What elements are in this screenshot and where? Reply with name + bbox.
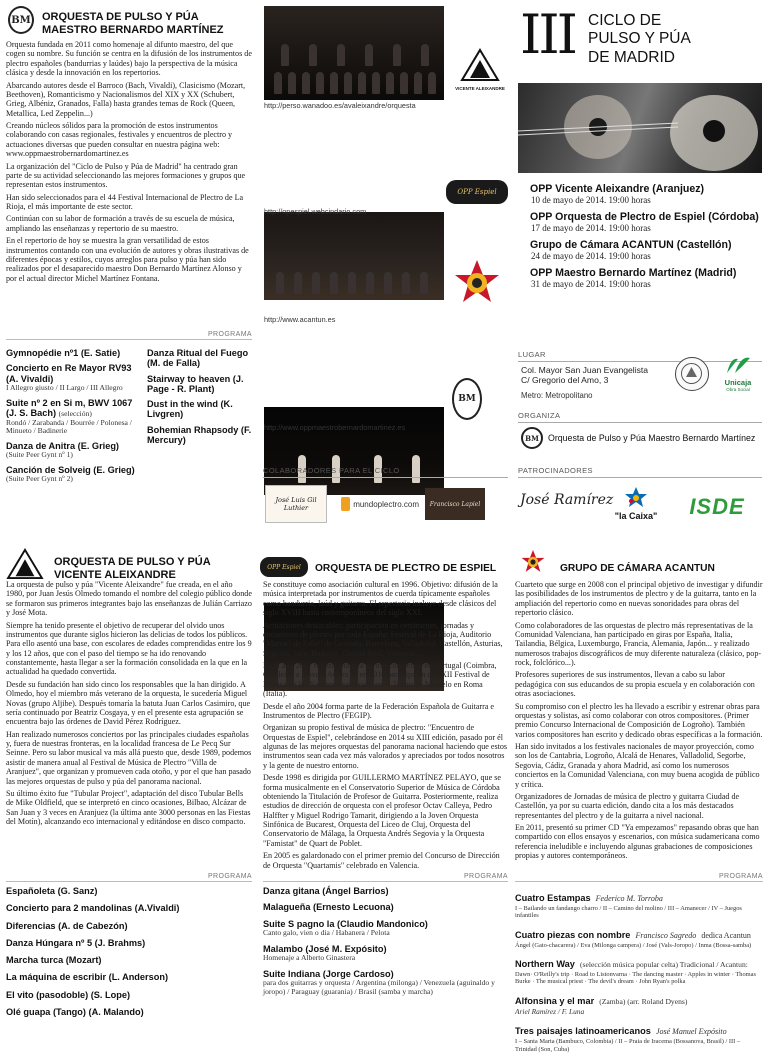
bm-description — [6, 40, 252, 286]
espiel-paragraph: Desde 1998 es dirigida por GUILLERMO MARTÍNEZ PELAYO, que se forma musicalmente en el Conservatorio Superior de Música de Córdoba obteniendo la Titulación de Profesor de Guitarra. Posteriormente, realiza estudios de dirección de orquesta con el profesor Octav Calleya, Pedro Halffter y Miguel Rodrigo Tamarit, dirigiendo a la Joven Orquesta Sinfónica de Bucarest, Orquesta del Liceo de Cluj, Orquesta del Conservatorio de Málaga, la Orquesta Andrés Segovia y la Orquesta "Famistat" de Quart de Poblet. — [263, 773, 501, 848]
acantun-url[interactable]: http://www.acantun.es — [264, 315, 336, 324]
program-item-title: Gymnopédie nº1 (E. Satie) — [6, 348, 121, 358]
program-item-title: Concierto en Re Mayor RV93 (A. Vivaldi) — [6, 363, 132, 384]
bm-url[interactable]: http://www.oppmaestrobernardomartinez.es — [264, 423, 406, 432]
aleixandre-small-logo — [6, 548, 46, 582]
concert-date: 10 de mayo de 2014. 19:00 horas — [531, 195, 651, 205]
concert-item — [530, 183, 764, 205]
program-item-title: Danza Ritual del Fuego (M. de Falla) — [147, 348, 249, 369]
bm-paragraph: En el repertorio de hoy se muestra la gran versatilidad de estos instrumentos contando con una evolución de autores y obras ilustrativas de diferentes épocas y estilos, cuyos arreglos para pulso y púa han sido realizados por el desaparecido maestro Don Bernardo Martínez Alonso y por el actual director Michel Martínez Fontana. — [6, 236, 249, 283]
bm-title — [42, 11, 252, 37]
unicaja-logo — [718, 355, 758, 392]
acantun-photo — [264, 407, 444, 495]
program-item-title: Danza gitana (Ángel Barrios) — [263, 886, 389, 896]
bm-program-right — [147, 348, 253, 450]
bm-logo-large-text: BM — [458, 394, 476, 404]
espiel-description — [263, 580, 508, 873]
acantun-small-logo — [520, 549, 546, 575]
aleixandre-logo-caption: VICENTE ALEIXANDRE — [455, 86, 505, 91]
ciclo-title-line: CICLO DE — [588, 12, 662, 29]
acantun-paragraph: Han sido invitados a los festivales nacionales de mayor proyección, como son los de Cantabria, Logroño, Alcalá de Henares, Valladolid, Segorbe, Segovia, Cádiz, Granada y ahora Madrid, así como los numerosos conciertos en la Comunidad Valenciana, con muy buena acogida de público y crítica. — [515, 742, 760, 789]
bm-logo — [8, 6, 34, 34]
ciclo-title — [588, 12, 691, 67]
program-item — [6, 348, 144, 358]
program-item — [515, 1019, 763, 1053]
colaborador-name: José Luis Gil Luthier — [275, 496, 317, 512]
program-item — [6, 441, 144, 460]
espiel-logo-text: OPP Espiel — [457, 188, 497, 196]
espiel-paragraph: En 2005 es galardonado con el primer premio del Concurso de Dirección de Orquesta "Quartamis" celebrado en Valencia. — [263, 851, 500, 870]
acantun-description — [515, 580, 763, 864]
espiel-paragraph: En el año 2007 realiza una gira de tres conciertos en Portugal (Coimbra, Condeixa a Nova y Aveiro) y en 2010 participa en el XXII Festival de Música de las Naciones celebrado en el Teatro de Marcelo en Roma (Italia). — [263, 661, 497, 699]
concert-list — [530, 183, 764, 289]
bm-program-left — [6, 348, 144, 489]
acantun-small-logo-icon — [520, 549, 546, 575]
espiel-small-logo — [260, 557, 308, 577]
espiel-program — [263, 886, 508, 996]
aleixandre-logo-icon — [460, 48, 500, 82]
program-item-title: Españoleta (G. Sanz) — [6, 886, 98, 896]
aleixandre-title-line: ORQUESTA DE PULSO Y PÚA — [54, 556, 211, 568]
mundoplectro-icon — [341, 497, 350, 511]
program-item — [263, 944, 508, 963]
acantun-logo — [452, 258, 502, 308]
program-item-title: Marcha turca (Mozart) — [6, 955, 102, 966]
acantun-paragraph: En 2011, presentó su primer CD "Ya empezamos" repasando obras que han compartido con ellos ensayos y escenarios, con música sudamericana como referencia ineludible e incluyendo algunas grabaciones de composiciones propias y autores contemporáneos. — [515, 823, 760, 861]
ciclo-title-line: DE MADRID — [588, 48, 675, 66]
patrocinador-ramirez: José Ramírez — [520, 492, 614, 508]
aleixandre-description — [6, 580, 252, 829]
acantun-programa-label: PROGRAMA — [515, 873, 763, 882]
program-item-title: Malambo (José M. Expósito) — [263, 943, 387, 954]
bm-logo-large — [452, 378, 482, 420]
bm-paragraph: Orquesta fundada en 2011 como homenaje al difunto maestro, del que cogen su nombre. Su función se centra en la difusión de los instrumentos de plectro españoles (bandurrias y laúdes) bajo la perspectiva de la música clásica y desde la innovación en los repertorios. — [6, 40, 252, 78]
program-item-sub: (Suite Peer Gynt nº 2) — [6, 474, 73, 484]
program-item-note: (selección música popular celta) Tradicional / Acantun: — [580, 960, 748, 970]
program-item — [263, 919, 508, 938]
colaborador-logo — [341, 493, 419, 515]
bm-paragraph: La organización del "Ciclo de Pulso y Púa de Madrid" ha centrado gran parte de su actividad seleccionando las mejores formaciones y grupos que representan estos instrumentos. — [6, 161, 246, 190]
program-item-title: Tres paisajes latinoamericanos — [515, 1026, 651, 1037]
colaborador-logo — [425, 488, 485, 520]
acantun-paragraph: Su compromiso con el plectro les ha llevado a escribir y estrenar obras para orquestas y solistas, así como colaborar con otros compositores. (Primer premio Concurso Internacional de Composición de Logroño). También varios compositores han escrito y dedicado obras específicas a la formación. — [515, 701, 763, 739]
organiza-label: ORGANIZA — [518, 411, 762, 423]
program-item-sub: Ángel (Gato-chacarera) / Eva (Milonga campera) / José (Vals-Joropo) / Inma (Bossa-samba) — [515, 941, 752, 949]
program-item-title: Danza Húngara nº 5 (J. Brahms) — [6, 937, 146, 948]
colaboradores-label: COLABORADORES PARA EL CICLO — [263, 466, 508, 478]
acantun-paragraph: Profesores superiores de sus instrumentos, llevan a cabo su labor pedagógica con sus educandos de su propia escuela y en colaboración con otras asociaciones. — [515, 670, 755, 699]
patrocinadores-label: PATROCINADORES — [518, 466, 762, 478]
guitar-photo — [518, 83, 762, 173]
espiel-paragraph: Se constituye como asociación cultural en 1996. Objetivo: difusión de la música interpretada por instrumentos de cuerda típicamente españoles como bandurria, laúd y guitarra. El repertorio incluye desde clásicos del siglo XVIII hasta contemporáneos del siglo XXI. — [263, 580, 498, 618]
program-item-note: dedica Acantun — [701, 930, 751, 940]
bm-paragraph: Continúan con su labor de formación a través de su escuela de música, ampliando las enseñanzas y repertorio de su maestro. — [6, 214, 235, 233]
colegio-seal — [675, 357, 709, 391]
concert-item — [530, 239, 764, 261]
program-item-title: Dust in the wind (K. Livgren) — [147, 399, 233, 420]
program-item-title: Cuatro Estampas — [515, 893, 591, 903]
program-item-title: Northern Way — [515, 959, 575, 970]
program-item-title: Suite nº 2 en Si m, BWV 1067 (J. S. Bach) — [6, 397, 133, 418]
lugar-label: LUGAR — [518, 350, 762, 362]
program-item-title: Suite S pagno la (Claudio Mandonico) — [263, 918, 428, 929]
program-item-sub: I Allegro giusto / II Largo / III Allegro — [6, 382, 123, 392]
concert-date: 31 de mayo de 2014. 19:00 horas — [531, 279, 651, 289]
lugar-line: C/ Gregorio del Amo, 3 — [521, 375, 609, 386]
organiza-logo — [521, 427, 543, 449]
bm-title-line2: MAESTRO BERNARDO MARTÍNEZ — [42, 23, 224, 36]
acantun-logo-icon — [452, 258, 502, 308]
guitar-photo-art — [518, 83, 762, 173]
acantun-paragraph: Como colaboradores de las orquestas de plectro más representativas de la Comunidad Valenciana, han participado en giras por España, Italia, Tailandia, Bélgica, Luxemburgo, Francia, Alemania, Japón... y realizado numerosos trabajos discográficos de muy diferente naturaleza (clásico, pop-rock, folclórico...). — [515, 620, 762, 667]
colegio-seal-icon — [676, 358, 707, 389]
aleixandre-paragraph: Han realizado numerosos conciertos por las principales ciudades españolas y, fuera de nuestras fronteras, en la localidad francesa de Le Pecq Sur Seinne. Pero su labor musical va más allá puesto que, desde 1989, podemos asistir de manera anual al Festival de Música de Plectro "Villa de Aranjuez", que organizan y promueven cada otoño, y por el que han pasado las mejores orquestas de pulso y púa del panorama nacional. — [6, 729, 252, 786]
bm-programa-label: PROGRAMA — [6, 331, 252, 340]
espiel-url[interactable]: http://opespiel.webcindario.com — [264, 207, 367, 216]
lugar-line: Col. Mayor San Juan Evangelista — [521, 365, 649, 375]
aleixandre-title-line: VICENTE ALEIXANDRE — [54, 568, 176, 581]
aleixandre-logo — [452, 48, 508, 96]
acantun-program — [515, 886, 763, 1053]
program-item — [6, 398, 144, 436]
aleixandre-paragraph: La orquesta de pulso y púa "Vicente Aleixandre" fue creada, en el año 1980, por Juan Jesús Olmedo tomando el nombre del colegio público donde se formaron sus primeros integrantes bajo las enseñanzas de Julián Carriazo y José Mota. — [6, 580, 252, 618]
aleixandre-paragraph: Siempre ha tenido presente el objetivo de recuperar del olvido unos instrumentos que durante siglos hicieron las delicias de todos los públicos. Para ello asentó una base, con escolares de edades comprendidas entre los 9 y los 12 años, que con el paso del tiempo se ha ido renovando constantemente, hasta llegar a ser la formación consolidada en la que en la actualidad ha quedado convertida. — [6, 620, 252, 677]
program-item-sub: I – Santa Marta (Bambuco, Colombia) / II – Praia de Iracema (Bossanova, Brasil) / III – Trinidad (Son, Cuba) — [515, 1038, 741, 1053]
aleixandre-paragraph: Desde su fundación han sido cinco los responsables que la han dirigido. A Olmedo, hoy el miembro más veterano de la orquesta, le sucedería Miguel Novas (grupo Aljibe). Después tomaría la batuta Juan Carlos Casimiro, que sería continuado por Beatriz Cosgaya, y en el presente esta agrupación se encuentra bajo las órdenes de David Pérez Rodríguez. — [6, 679, 251, 727]
lugar-metro: Metro: Metropolitano — [521, 391, 593, 400]
concert-name: Grupo de Cámara ACANTUN (Castellón) — [530, 239, 732, 251]
program-item-title: Canción de Solveig (E. Grieg) — [6, 465, 135, 476]
lacaixa-star-icon — [623, 486, 649, 508]
program-item-sub: Rondó / Zarabanda / Bourrée / Polonesa / Minueto / Badinerie — [6, 417, 132, 436]
espiel-small-logo-text: OPP Espiel — [267, 563, 301, 571]
colaborador-logo — [265, 485, 327, 523]
unicaja-sub: Obra Social — [726, 386, 750, 392]
aleixandre-photo — [264, 6, 444, 100]
program-item-sub: Homenaje a Alberto Ginastera — [263, 952, 356, 962]
program-item-sub: (Suite Peer Gynt nº 1) — [6, 450, 73, 460]
concert-date: 17 de mayo de 2014. 19:00 horas — [531, 223, 651, 233]
ciclo-roman-numeral: III — [520, 3, 575, 66]
concert-date: 24 de mayo de 2014. 19:00 horas — [531, 251, 651, 261]
unicaja-name: Unicaja — [724, 378, 752, 387]
acantun-paragraph: Cuarteto que surge en 2008 con el principal objetivo de investigar y difundir las posibilidades de los instrumentos de plectro y de la guitarra, tanto en la ampliación del repertorio como en nuevas sonoridades para obras del repertorio clásico. — [515, 580, 763, 618]
program-item — [515, 989, 763, 1017]
lugar-address — [521, 365, 648, 386]
program-item-title: Alfonsina y el mar — [515, 995, 595, 1006]
program-item-title: Cuatro piezas con nombre — [515, 929, 631, 940]
aleixandre-url[interactable]: http://perso.wanadoo.es/avaleixandre/orquesta — [264, 101, 416, 110]
colaborador-name: Francisco Lapiel — [429, 500, 481, 508]
program-item — [6, 363, 144, 392]
bm-logo-text: BM — [11, 14, 31, 26]
program-item-title: Suite Indiana (Jorge Cardoso) — [263, 968, 394, 979]
espiel-photo — [264, 212, 444, 300]
program-item-sub: Canto galo, vien o dia / Habanera / Pelota — [263, 927, 390, 937]
program-item-note: (selección) — [58, 408, 92, 418]
program-item-title: Danza de Anitra (E. Grieg) — [6, 441, 119, 452]
program-item-sub: para dos guitarras y orquesta / Argentina (milonga) / Venezuela (aguinaldo y joropo) / Paraguay (guarania) / Brasil (samba y marcha) — [263, 977, 495, 996]
patrocinador-isde: ISDE — [689, 494, 745, 519]
program-item — [263, 886, 508, 896]
program-item-author: Federico M. Torroba — [595, 894, 663, 903]
program-item-title: Diferencias (A. de Cabezón) — [6, 920, 128, 931]
espiel-logo — [446, 180, 508, 204]
acantun-paragraph: Organizadores de Jornadas de música de plectro y guitarra Ciudad de Castellón, ya por su cuarta edición, dando cita a los más destacados representantes del plectro y de la guitarra a nivel nacional. — [515, 791, 740, 820]
concert-item — [530, 267, 764, 289]
patrocinador-lacaixa — [612, 486, 660, 521]
program-item-sub: Dawn· O'Reilly's trip · Road to Listonvarna · The dancing master · Apples in winter · Thomas Burke · The musical priest · The devil's dream · John Ryan's polka — [515, 971, 756, 986]
program-item-author: José Manuel Expósito — [655, 1027, 727, 1037]
program-item-author: Ariel Ramírez / F. Luna — [515, 1006, 585, 1016]
espiel-paragraph: Actuaciones destacables: participación en certámenes, jornadas y encuentros de plectro por toda España: Festival de La Rioja, Auditorio "Manuel de Falla" de Granada, Barcelona, Valladolid, Castellón, Asturias, Segovia, Jaén, Badajoz, Ciudad Real, Valencia,... — [263, 620, 503, 658]
program-item-note: (Zamba) (arr. Roland Dyens) — [599, 996, 688, 1006]
aleixandre-programa-label: PROGRAMA — [6, 873, 252, 882]
aleixandre-triangle-icon — [6, 548, 44, 580]
program-item — [263, 902, 508, 912]
program-item — [515, 952, 763, 986]
program-item — [515, 886, 763, 920]
espiel-title: ORQUESTA DE PLECTRO DE ESPIEL — [315, 563, 497, 574]
aleixandre-program — [6, 886, 252, 1017]
concert-name: OPP Maestro Bernardo Martínez (Madrid) — [530, 267, 737, 279]
espiel-paragraph: Desde el año 2004 forma parte de la Federación Española de Guitarra e Instrumentos de Plectro (FEGIP). — [263, 701, 495, 720]
program-item-title: Stairway to heaven (J. Page - R. Plant) — [147, 373, 244, 394]
program-item-title: El vito (pasodoble) (S. Lope) — [6, 989, 131, 1000]
bm-paragraph: Creando núcleos sólidos para la promoción de estos instrumentos colaborando con casas regionales, festivales y encuentros de plectro y actuaciones diversas que pueden consultar en nuestra página web: www.oppmaestrobernardomartinez.es — [6, 121, 233, 159]
acantun-title: GRUPO DE CÁMARA ACANTUN — [560, 563, 715, 574]
program-item-title: Bohemian Rhapsody (F. Mercury) — [147, 424, 252, 446]
program-item-sub: I – Bailando un fandango charro / II – Camino del molino / III – Amanecer / IV – Juegos infantiles — [515, 905, 742, 920]
aleixandre-paragraph: Su último éxito fue "Tubular Project", adaptación del disco Tubular Bells de Mike Oldfield, que se interpretó en cinco ocasiones, Bilbao, Alcázar de San Juan y 3 veces en Aranjuez (la última ante 3000 personas en las Fiestas del Motín), alcanzando eco internacional y editándose en disco compacto. — [6, 788, 251, 826]
aleixandre-title — [54, 556, 252, 582]
organiza-text: Orquesta de Pulso y Púa Maestro Bernardo Martínez — [548, 433, 756, 443]
program-item — [6, 465, 144, 484]
program-item — [515, 923, 763, 949]
bm-title-line1: ORQUESTA DE PULSO Y PÚA — [42, 11, 199, 23]
lacaixa-name: "la Caixa" — [614, 511, 658, 521]
program-item-title: La máquina de escribir (L. Anderson) — [6, 972, 169, 983]
colaborador-name: mundoplectro.com — [353, 499, 419, 509]
program-item-author: Francisco Sagredo — [635, 930, 697, 940]
bm-paragraph: Abarcando autores desde el Barroco (Bach, Vivaldi), Clasicismo (Mozart, Beethoven), Romanticismo y Nacionalismos del XIX y XX (Schubert, Grieg, Albéniz, Granados, Falla) hasta grandes temas de Rock (Queen, Metallica, Led Zeppelin...) — [6, 80, 246, 118]
concert-item — [530, 211, 764, 233]
bm-paragraph: Han sido seleccionados para el 44 Festival Internacional de Plectro de La Rioja, el más importante de este sector. — [6, 192, 244, 211]
espiel-programa-label: PROGRAMA — [263, 873, 508, 882]
program-item-title: Malagueña (Ernesto Lecuona) — [263, 902, 394, 913]
ciclo-title-line: PULSO Y PÚA — [588, 30, 691, 48]
unicaja-leaf-icon — [723, 355, 753, 375]
concert-name: OPP Vicente Aleixandre (Aranjuez) — [530, 183, 705, 195]
organiza-logo-text: BM — [525, 433, 539, 443]
concert-name: OPP Orquesta de Plectro de Espiel (Córdoba) — [530, 211, 759, 223]
espiel-paragraph: Organizan su propio festival de música de plectro: "Encuentro de Orquestas de Espiel", celebrándose en 2014 su XIII edición, pasado por él algunas de las mejores orquestas del panorama nacional haciendo que estos instrumentos sean cada vez más valorados y apreciados por todos nosotros y la gente de nuestro entorno. — [263, 723, 508, 770]
program-item-title: Concierto para 2 mandolinas (A.Vivaldi) — [6, 903, 180, 914]
program-item — [263, 969, 508, 997]
program-item-title: Olé guapa (Tango) (A. Malando) — [6, 1007, 144, 1018]
